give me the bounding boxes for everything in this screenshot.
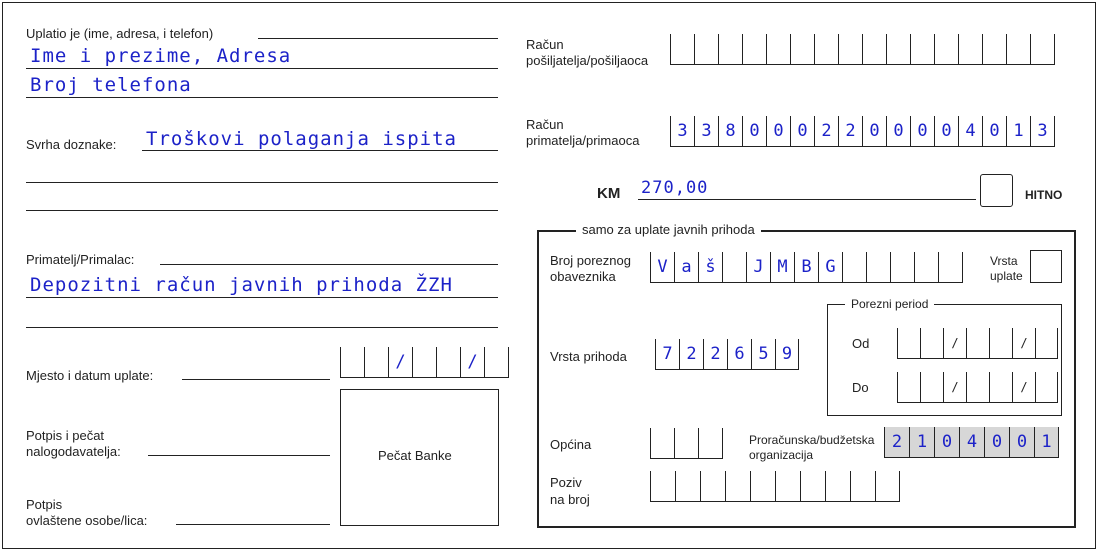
input-cell[interactable]: 2 bbox=[814, 116, 838, 146]
input-cell[interactable]: 3 bbox=[670, 116, 694, 146]
input-cell[interactable]: 1 bbox=[1006, 116, 1030, 146]
budget-org-label-2: organizacija bbox=[749, 448, 814, 462]
date-separator: / bbox=[1020, 336, 1028, 350]
input-cell[interactable] bbox=[775, 471, 800, 501]
sign-auth-line bbox=[176, 524, 330, 525]
reference-label-2: na broj bbox=[550, 492, 590, 507]
input-cell[interactable]: 7 bbox=[655, 339, 679, 369]
date-separator: / bbox=[467, 352, 478, 372]
place-date-label: Mjesto i datum uplate: bbox=[26, 368, 154, 383]
municipality-boxes[interactable] bbox=[650, 428, 723, 459]
input-cell[interactable]: š bbox=[698, 252, 722, 282]
amount-line bbox=[638, 199, 976, 200]
input-cell[interactable] bbox=[914, 252, 938, 282]
input-cell[interactable] bbox=[725, 471, 750, 501]
date-cell bbox=[388, 347, 412, 377]
input-cell[interactable] bbox=[875, 471, 900, 501]
input-cell[interactable]: 9 bbox=[775, 339, 799, 369]
input-cell[interactable]: 3 bbox=[1030, 116, 1055, 146]
input-cell[interactable]: 4 bbox=[958, 116, 982, 146]
input-cell[interactable]: V bbox=[650, 252, 674, 282]
input-cell[interactable] bbox=[675, 471, 700, 501]
date-cell bbox=[412, 347, 436, 377]
input-cell[interactable] bbox=[800, 471, 825, 501]
input-cell[interactable] bbox=[886, 34, 910, 64]
place-line bbox=[182, 379, 330, 380]
input-cell[interactable] bbox=[842, 252, 866, 282]
date-cell bbox=[340, 347, 364, 377]
payment-type-label-1: Vrsta bbox=[990, 254, 1018, 268]
recipient-account-label-1: Račun bbox=[526, 117, 564, 132]
input-cell[interactable] bbox=[750, 471, 775, 501]
input-cell[interactable] bbox=[943, 328, 966, 358]
date-boxes[interactable] bbox=[340, 347, 509, 378]
date-cell bbox=[436, 347, 460, 377]
input-cell[interactable] bbox=[897, 372, 920, 402]
input-cell[interactable] bbox=[920, 328, 943, 358]
date-cell bbox=[364, 347, 388, 377]
input-cell[interactable]: 2 bbox=[703, 339, 727, 369]
input-cell[interactable]: 1 bbox=[909, 427, 934, 457]
sign-seal-label-2: nalogodavatelja: bbox=[26, 444, 121, 459]
revenue-type-boxes[interactable] bbox=[655, 339, 799, 370]
sender-account-boxes[interactable] bbox=[670, 34, 1055, 65]
input-cell[interactable]: 0 bbox=[1009, 427, 1034, 457]
amount-value[interactable]: 270,00 bbox=[641, 178, 709, 198]
input-cell[interactable] bbox=[1035, 372, 1058, 402]
payer-line-0 bbox=[258, 38, 498, 39]
input-cell[interactable] bbox=[920, 372, 943, 402]
input-cell[interactable]: G bbox=[818, 252, 842, 282]
recipient-line-1 bbox=[26, 297, 498, 298]
payer-label: Uplatio je (ime, adresa, i telefon) bbox=[26, 26, 214, 41]
urgent-checkbox[interactable] bbox=[980, 174, 1013, 207]
input-cell[interactable] bbox=[890, 252, 914, 282]
input-cell[interactable] bbox=[694, 34, 718, 64]
public-revenue-legend: samo za uplate javnih prihoda bbox=[576, 222, 761, 237]
purpose-line-2 bbox=[26, 210, 498, 211]
date-cell bbox=[484, 347, 509, 377]
purpose-value[interactable]: Troškovi polaganja ispita bbox=[146, 128, 457, 150]
input-cell[interactable]: 3 bbox=[694, 116, 718, 146]
municipality-label: Općina bbox=[550, 437, 592, 452]
purpose-line-0 bbox=[142, 150, 498, 151]
input-cell[interactable] bbox=[742, 34, 766, 64]
sign-auth-label-1: Potpis bbox=[26, 497, 63, 512]
payer-line-1 bbox=[26, 68, 498, 69]
input-cell[interactable]: 0 bbox=[934, 427, 959, 457]
input-cell[interactable] bbox=[650, 471, 675, 501]
input-cell[interactable]: 0 bbox=[886, 116, 910, 146]
input-cell[interactable] bbox=[850, 471, 875, 501]
date-separator: / bbox=[395, 352, 406, 372]
input-cell[interactable] bbox=[910, 34, 934, 64]
input-cell[interactable]: 0 bbox=[790, 116, 814, 146]
sender-account-label-1: Račun bbox=[526, 37, 564, 52]
payer-name-address[interactable]: Ime i prezime, Adresa bbox=[30, 45, 292, 67]
input-cell[interactable]: 2 bbox=[838, 116, 862, 146]
recipient-account-boxes[interactable] bbox=[670, 116, 1055, 147]
input-cell[interactable] bbox=[982, 34, 1006, 64]
purpose-label: Svrha doznake: bbox=[26, 137, 117, 152]
input-cell[interactable] bbox=[989, 328, 1012, 358]
input-cell[interactable]: 4 bbox=[959, 427, 984, 457]
tax-period-legend: Porezni period bbox=[845, 297, 934, 311]
input-cell[interactable] bbox=[862, 34, 886, 64]
payment-type-box[interactable] bbox=[1030, 250, 1062, 283]
sign-auth-label-2: ovlaštene osobe/lica: bbox=[26, 513, 148, 528]
input-cell[interactable] bbox=[700, 471, 725, 501]
budget-org-label-1: Proračunska/budžetska bbox=[749, 433, 875, 447]
recipient-value[interactable]: Depozitni račun javnih prihoda ŽZH bbox=[30, 274, 453, 296]
input-cell[interactable] bbox=[790, 34, 814, 64]
tax-id-label-1: Broj poreznog bbox=[550, 253, 631, 268]
input-cell[interactable]: 0 bbox=[862, 116, 886, 146]
input-cell[interactable]: 0 bbox=[982, 116, 1006, 146]
bank-stamp-label: Pečat Banke bbox=[378, 448, 452, 463]
recipient-line-0 bbox=[160, 264, 498, 265]
input-cell[interactable] bbox=[1012, 328, 1035, 358]
sign-seal-line bbox=[148, 455, 330, 456]
sign-seal-label-1: Potpis i pečat bbox=[26, 428, 105, 443]
payer-line-2 bbox=[26, 97, 498, 98]
input-cell[interactable] bbox=[674, 428, 698, 458]
recipient-line-2 bbox=[26, 327, 498, 328]
budget-org-boxes[interactable] bbox=[884, 427, 1059, 458]
input-cell[interactable]: 2 bbox=[884, 427, 909, 457]
sender-account-label-2: pošiljatelja/pošiljaoca bbox=[526, 53, 649, 68]
input-cell[interactable]: 0 bbox=[742, 116, 766, 146]
input-cell[interactable] bbox=[966, 372, 989, 402]
input-cell[interactable] bbox=[938, 252, 963, 282]
payment-type-label-2: uplate bbox=[990, 269, 1023, 283]
input-cell[interactable] bbox=[1012, 372, 1035, 402]
payer-phone[interactable]: Broj telefona bbox=[30, 74, 192, 96]
period-to-boxes[interactable] bbox=[897, 372, 1058, 403]
from-label: Od bbox=[852, 336, 870, 351]
input-cell[interactable] bbox=[650, 428, 674, 458]
input-cell[interactable]: M bbox=[770, 252, 794, 282]
revenue-type-label: Vrsta prihoda bbox=[550, 349, 627, 364]
purpose-line-1 bbox=[26, 182, 498, 183]
input-cell[interactable] bbox=[966, 328, 989, 358]
input-cell[interactable] bbox=[866, 252, 890, 282]
input-cell[interactable]: J bbox=[746, 252, 770, 282]
input-cell[interactable] bbox=[934, 34, 958, 64]
input-cell[interactable] bbox=[825, 471, 850, 501]
input-cell[interactable]: 0 bbox=[984, 427, 1009, 457]
input-cell[interactable]: 2 bbox=[679, 339, 703, 369]
input-cell[interactable] bbox=[897, 328, 920, 358]
input-cell[interactable] bbox=[958, 34, 982, 64]
date-separator: / bbox=[951, 380, 959, 394]
input-cell[interactable] bbox=[670, 34, 694, 64]
input-cell[interactable] bbox=[718, 34, 742, 64]
input-cell[interactable]: 0 bbox=[910, 116, 934, 146]
to-label: Do bbox=[852, 380, 869, 395]
input-cell[interactable]: 0 bbox=[934, 116, 958, 146]
input-cell[interactable] bbox=[1006, 34, 1030, 64]
input-cell[interactable] bbox=[838, 34, 862, 64]
recipient-account-label-2: primatelja/primaoca bbox=[526, 133, 640, 148]
input-cell[interactable]: 1 bbox=[1034, 427, 1059, 457]
reference-label-1: Poziv bbox=[550, 475, 582, 490]
tax-id-label-2: obaveznika bbox=[550, 269, 616, 284]
urgent-label: HITNO bbox=[1025, 188, 1063, 202]
input-cell[interactable] bbox=[1030, 34, 1055, 64]
input-cell[interactable] bbox=[766, 34, 790, 64]
input-cell[interactable] bbox=[989, 372, 1012, 402]
input-cell[interactable]: 6 bbox=[727, 339, 751, 369]
date-cell bbox=[460, 347, 484, 377]
date-separator: / bbox=[951, 336, 959, 350]
input-cell[interactable] bbox=[722, 252, 746, 282]
input-cell[interactable]: B bbox=[794, 252, 818, 282]
recipient-label: Primatelj/Primalac: bbox=[26, 252, 135, 267]
input-cell[interactable]: 5 bbox=[751, 339, 775, 369]
currency-label: KM bbox=[597, 185, 621, 202]
input-cell[interactable] bbox=[1035, 328, 1058, 358]
input-cell[interactable]: 0 bbox=[766, 116, 790, 146]
tax-id-boxes[interactable] bbox=[650, 252, 963, 283]
input-cell[interactable] bbox=[814, 34, 838, 64]
input-cell[interactable]: 8 bbox=[718, 116, 742, 146]
input-cell[interactable] bbox=[698, 428, 723, 458]
input-cell[interactable]: a bbox=[674, 252, 698, 282]
period-from-boxes[interactable] bbox=[897, 328, 1058, 359]
reference-boxes[interactable] bbox=[650, 471, 900, 502]
date-separator: / bbox=[1020, 380, 1028, 394]
input-cell[interactable] bbox=[943, 372, 966, 402]
